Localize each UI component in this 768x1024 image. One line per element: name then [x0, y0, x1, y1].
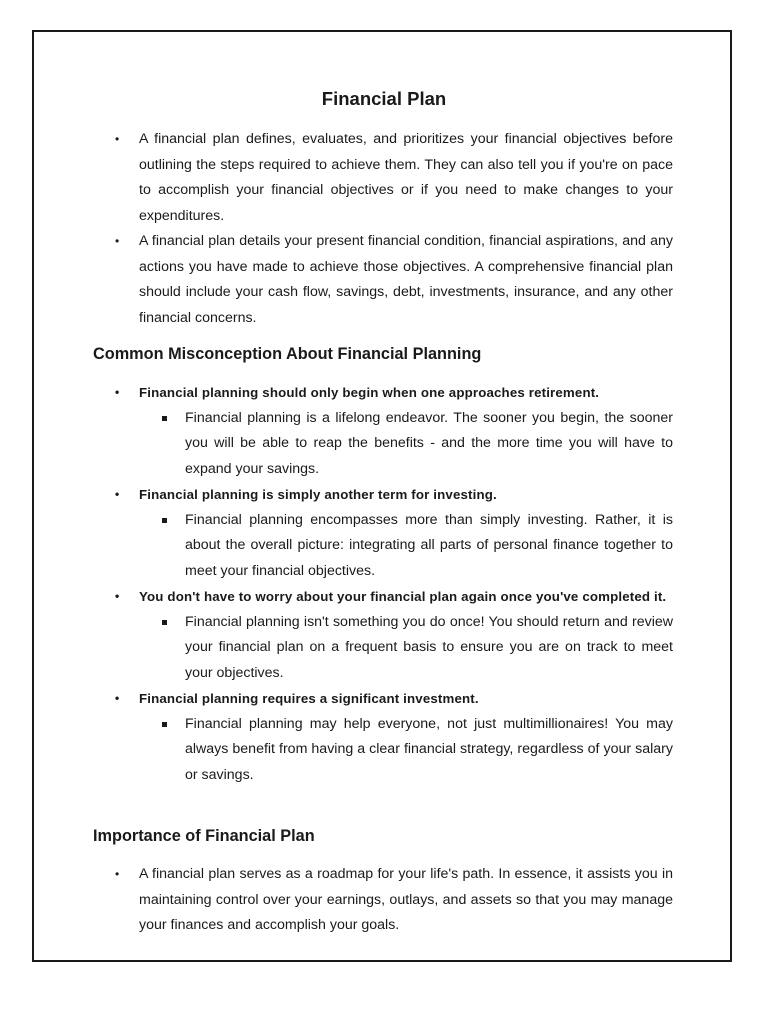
- square-bullet-icon: [162, 722, 167, 727]
- intro-section: [0, 127, 768, 331]
- misconception-item: [115, 482, 673, 584]
- misconception-claim-text: Financial planning requires a significant investment.: [139, 691, 479, 706]
- intro-list: [0, 127, 768, 331]
- misconception-answer-text: Financial planning may help everyone, not just multimillionaires! You may always benefit from having a clear financial strategy, regardless of your salary or savings.: [185, 715, 673, 783]
- bullet-icon: •: [115, 234, 120, 248]
- intro-paragraph-text: A financial plan defines, evaluates, and prioritizes your financial objectives before outlining the steps required to achieve them. They can also tell you if you're on pace to accomplish your financial objectives or if you need to make changes to your expenditures.: [139, 131, 673, 224]
- square-bullet-icon: [162, 620, 167, 625]
- bullet-icon: •: [115, 385, 120, 399]
- intro-paragraph-text: A financial plan details your present financial condition, financial aspirations, and any actions you have made to achieve those objectives. A comprehensive financial plan should include your cash flow, savings, debt, investments, insurance, and any other financial concerns.: [139, 233, 673, 326]
- misconception-claim: [115, 482, 673, 508]
- intro-paragraph-1: [115, 127, 673, 229]
- misconceptions-section: [0, 380, 768, 788]
- misconception-claim: [115, 584, 673, 610]
- bullet-icon: •: [115, 867, 120, 881]
- misconception-answer-text: Financial planning isn't something you do once! You should return and review your financial plan on a frequent basis to ensure you are on track to meet your objectives.: [185, 613, 673, 681]
- misconception-item: [115, 584, 673, 686]
- square-bullet-icon: [162, 416, 167, 421]
- misconception-answer-text: Financial planning is a lifelong endeavor. The sooner you begin, the sooner you will be able to reap the benefits - and the more time you will have to expand your savings.: [185, 409, 673, 477]
- misconception-answer: [185, 406, 673, 483]
- misconception-item: [115, 686, 673, 788]
- misconception-claim-text: You don't have to worry about your financial plan again once you've completed it.: [139, 589, 667, 604]
- misconception-answer-text: Financial planning encompasses more than simply investing. Rather, it is about the overall picture: integrating all parts of personal finance together to meet your financial objectives.: [185, 511, 673, 579]
- importance-paragraph: [115, 862, 673, 939]
- square-bullet-icon: [162, 518, 167, 523]
- bullet-icon: •: [115, 132, 120, 146]
- misconception-claim-text: Financial planning is simply another term for investing.: [139, 487, 497, 502]
- document-title: Financial Plan: [321, 88, 447, 109]
- importance-paragraph-text: A financial plan serves as a roadmap for your life's path. In essence, it assists you in maintaining control over your earnings, outlays, and assets so that you may manage your finances and accomplish your goals.: [139, 866, 673, 933]
- bullet-icon: •: [115, 589, 120, 603]
- bullet-icon: •: [115, 691, 120, 705]
- importance-section: [0, 862, 768, 939]
- misconception-answer: [185, 610, 673, 687]
- misconception-claim: [115, 380, 673, 406]
- misconception-answer: [185, 712, 673, 789]
- misconception-claim: [115, 686, 673, 712]
- misconceptions-heading: Common Misconception About Financial Planning: [93, 345, 482, 363]
- importance-heading: Importance of Financial Plan: [93, 827, 315, 845]
- intro-paragraph-2: [115, 229, 673, 331]
- importance-list: [0, 862, 768, 939]
- misconception-item: [115, 380, 673, 482]
- misconception-answer: [185, 508, 673, 585]
- bullet-icon: •: [115, 487, 120, 501]
- misconception-claim-text: Financial planning should only begin when one approaches retirement.: [139, 385, 600, 400]
